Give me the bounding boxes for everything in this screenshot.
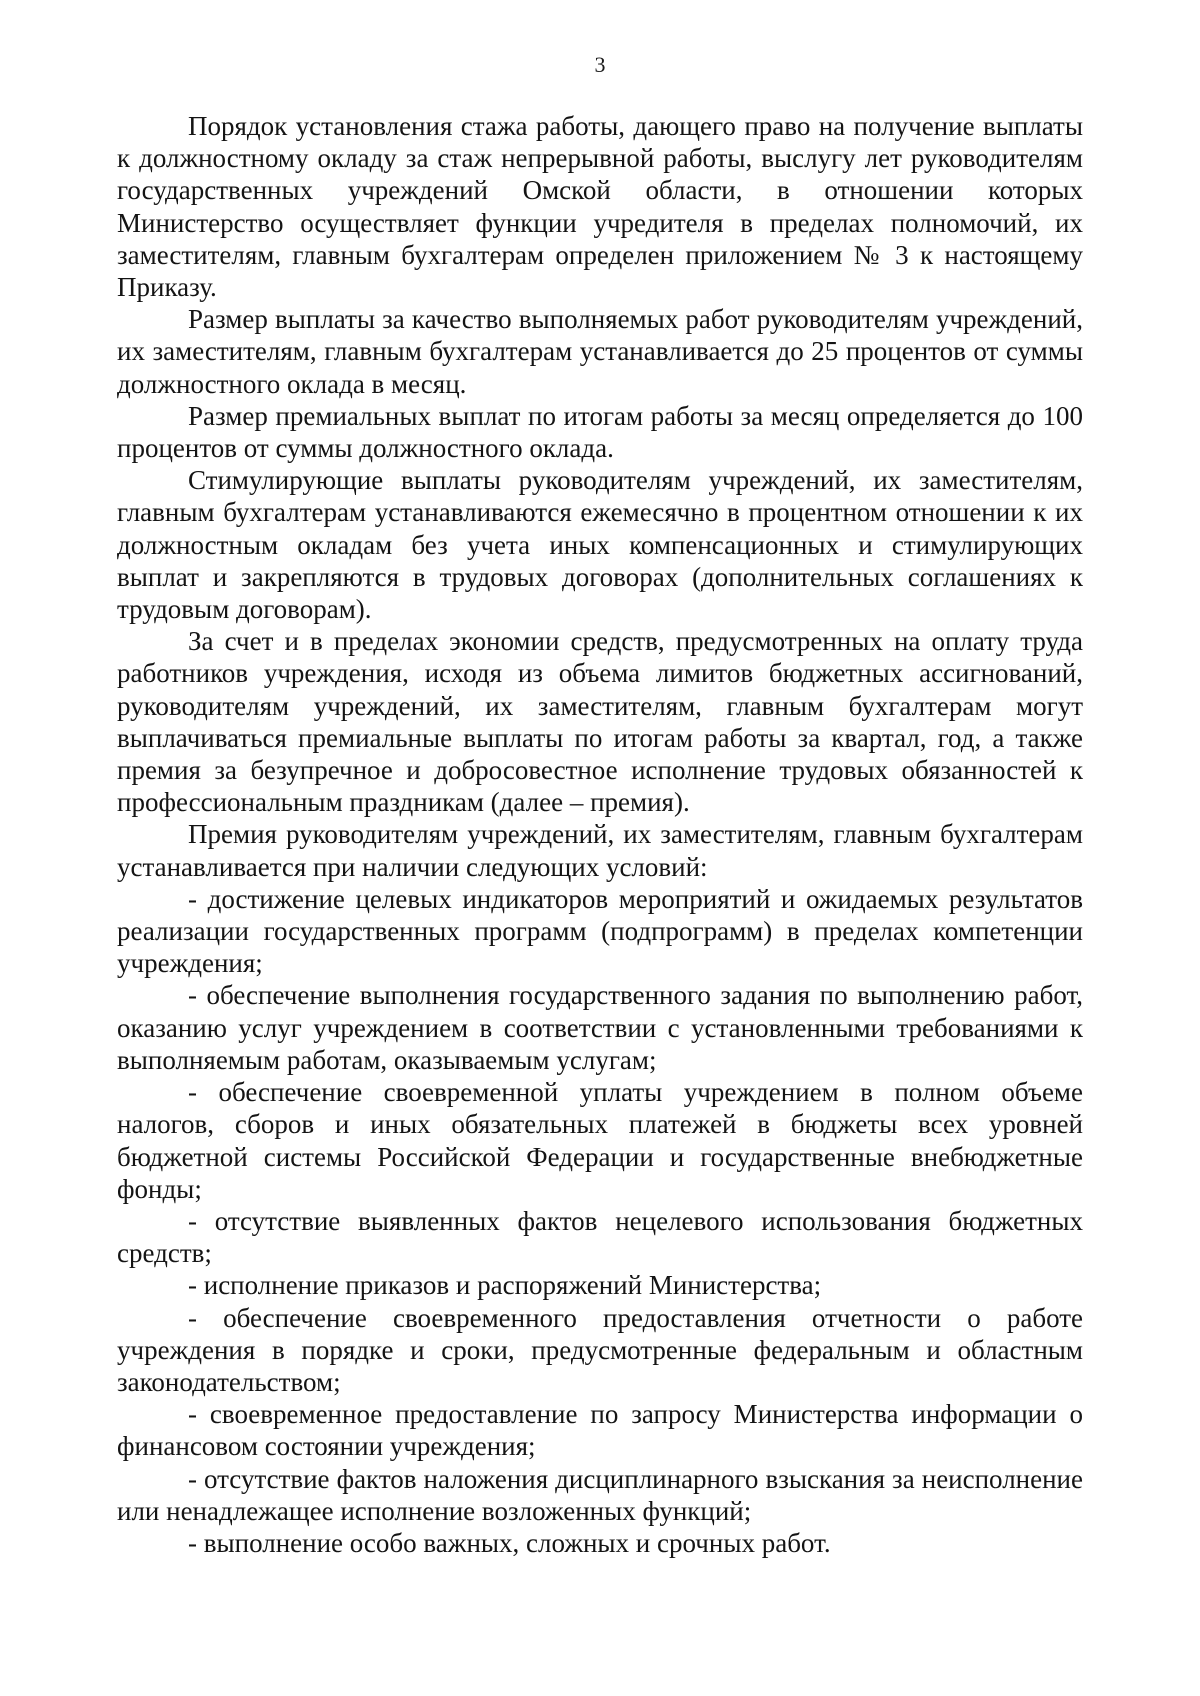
paragraph-monthly-bonus: Размер премиальных выплат по итогам работы за месяц определяется до 100 процентов от суммы должностного оклада.: [117, 400, 1083, 464]
paragraph-quality-payment: Размер выплаты за качество выполняемых работ руководителям учреждений, их заместителям, главным бухгалтерам устанавливается до 25 процентов от суммы должностного оклада в месяц.: [117, 304, 1083, 399]
document-body: [117, 110, 1083, 1559]
list-item-no-disciplinary: - отсутствие фактов наложения дисциплинарного взыскания за неисполнение или ненадлежащее исполнение возложенных функций;: [117, 1463, 1083, 1526]
paragraph-savings-bonus: За счет и в пределах экономии средств, предусмотренных на оплату труда работников учреждения, исходя из объема лимитов бюджетных ассигнований, руководителям учреждений, их заместителям, главным бухгалтерам могут выплачиваться премиальные выплаты по итогам работы за квартал, год, а также премия за безупречное и добросовестное исполнение трудовых обязанностей к профессиональным праздникам (далее – премия).: [117, 626, 1083, 818]
list-item-reporting: - обеспечение своевременного предоставления отчетности о работе учреждения в порядке и сроки, предусмотренные федеральным и областным законодательством;: [117, 1302, 1083, 1397]
page-number: 3: [594, 52, 606, 77]
list-item-state-assignment: - обеспечение выполнения государственного задания по выполнению работ, оказанию услуг учреждением в соответствии с установленными требованиями к выполняемым работам, оказываемым услугам;: [117, 980, 1083, 1075]
paragraph-incentive-payments: Стимулирующие выплаты руководителям учреждений, их заместителям, главным бухгалтерам устанавливаются ежемесячно в процентном отношении к их должностным окладам без учета иных компенсационных и стимулирующих выплат и закрепляются в трудовых договорах (дополнительных соглашениях к трудовым договорам).: [117, 465, 1083, 625]
list-item-target-indicators: - достижение целевых индикаторов мероприятий и ожидаемых результатов реализации государственных программ (подпрограмм) в пределах компетенции учреждения;: [117, 883, 1083, 979]
paragraph-seniority-procedure: Порядок установления стажа работы, дающего право на получение выплаты к должностному окладу за стаж непрерывной работы, выслугу лет руководителям государственных учреждений Омской области, в отношении которых Министерство осуществляет функции учредителя в пределах полномочий, их заместителям, главным бухгалтерам определен приложением № 3 к настоящему Приказу.: [117, 111, 1083, 303]
list-item-orders-execution: - исполнение приказов и распоряжений Министерства;: [188, 1270, 822, 1301]
list-item-tax-payment: - обеспечение своевременной уплаты учреждением в полном объеме налогов, сборов и иных обязательных платежей в бюджеты всех уровней бюджетной системы Российской Федерации и государственные внебюджетные фонды;: [117, 1077, 1083, 1204]
list-item-financial-info: - своевременное предоставление по запросу Министерства информации о финансовом состоянии учреждения;: [117, 1399, 1083, 1462]
paragraph-bonus-conditions: Премия руководителям учреждений, их заместителям, главным бухгалтерам устанавливается при наличии следующих условий:: [117, 819, 1083, 882]
list-item-no-misuse: - отсутствие выявленных фактов нецелевого использования бюджетных средств;: [117, 1205, 1083, 1269]
list-item-urgent-work: - выполнение особо важных, сложных и срочных работ.: [188, 1527, 831, 1558]
